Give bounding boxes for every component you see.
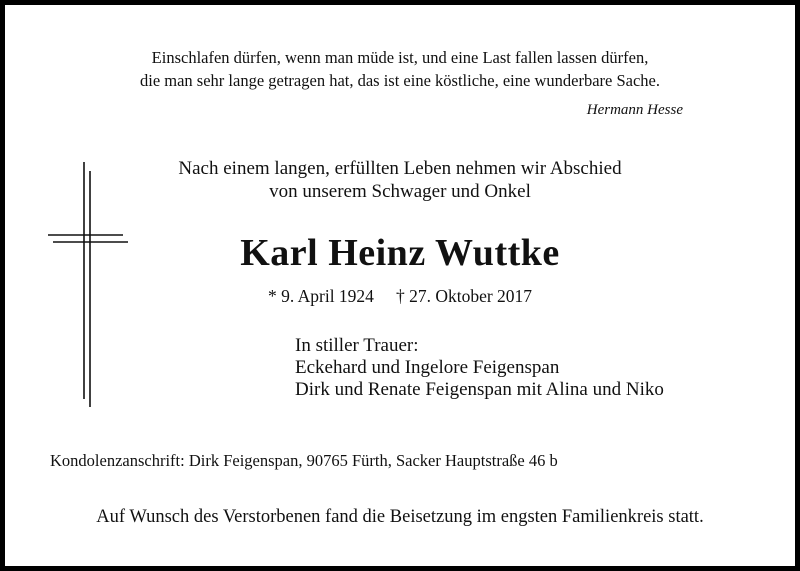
life-dates xyxy=(5,286,795,307)
condolence-address: Kondolenzanschrift: Dirk Feigenspan, 90765 Fürth, Sacker Hauptstraße 46 b xyxy=(50,451,558,470)
death-date: † 27. Oktober 2017 xyxy=(395,286,533,306)
quote-author: Hermann Hesse xyxy=(586,102,683,118)
mourners-block xyxy=(295,335,664,401)
intro-line-2: von unserem Schwager und Onkel xyxy=(269,181,531,202)
quote-line-1: Einschlafen dürfen, wenn man müde ist, und eine Last fallen lassen dürfen, xyxy=(151,48,649,67)
mourners-heading: In stiller Trauer: xyxy=(295,335,419,356)
mourner-name: Dirk und Renate Feigenspan mit Alina und Niko xyxy=(295,379,664,400)
birth-date: * 9. April 1924 xyxy=(267,286,374,306)
intro-line-1: Nach einem langen, erfüllten Leben nehmen wir Abschied xyxy=(178,158,622,179)
quote-line-2: die man sehr lange getragen hat, das ist eine köstliche, eine wunderbare Sache. xyxy=(139,71,660,90)
deceased-name: Karl Heinz Wuttke xyxy=(240,232,560,274)
burial-notice: Auf Wunsch des Verstorbenen fand die Beisetzung im engsten Familienkreis statt. xyxy=(96,507,704,527)
mourner-name: Eckehard und Ingelore Feigenspan xyxy=(295,357,560,378)
